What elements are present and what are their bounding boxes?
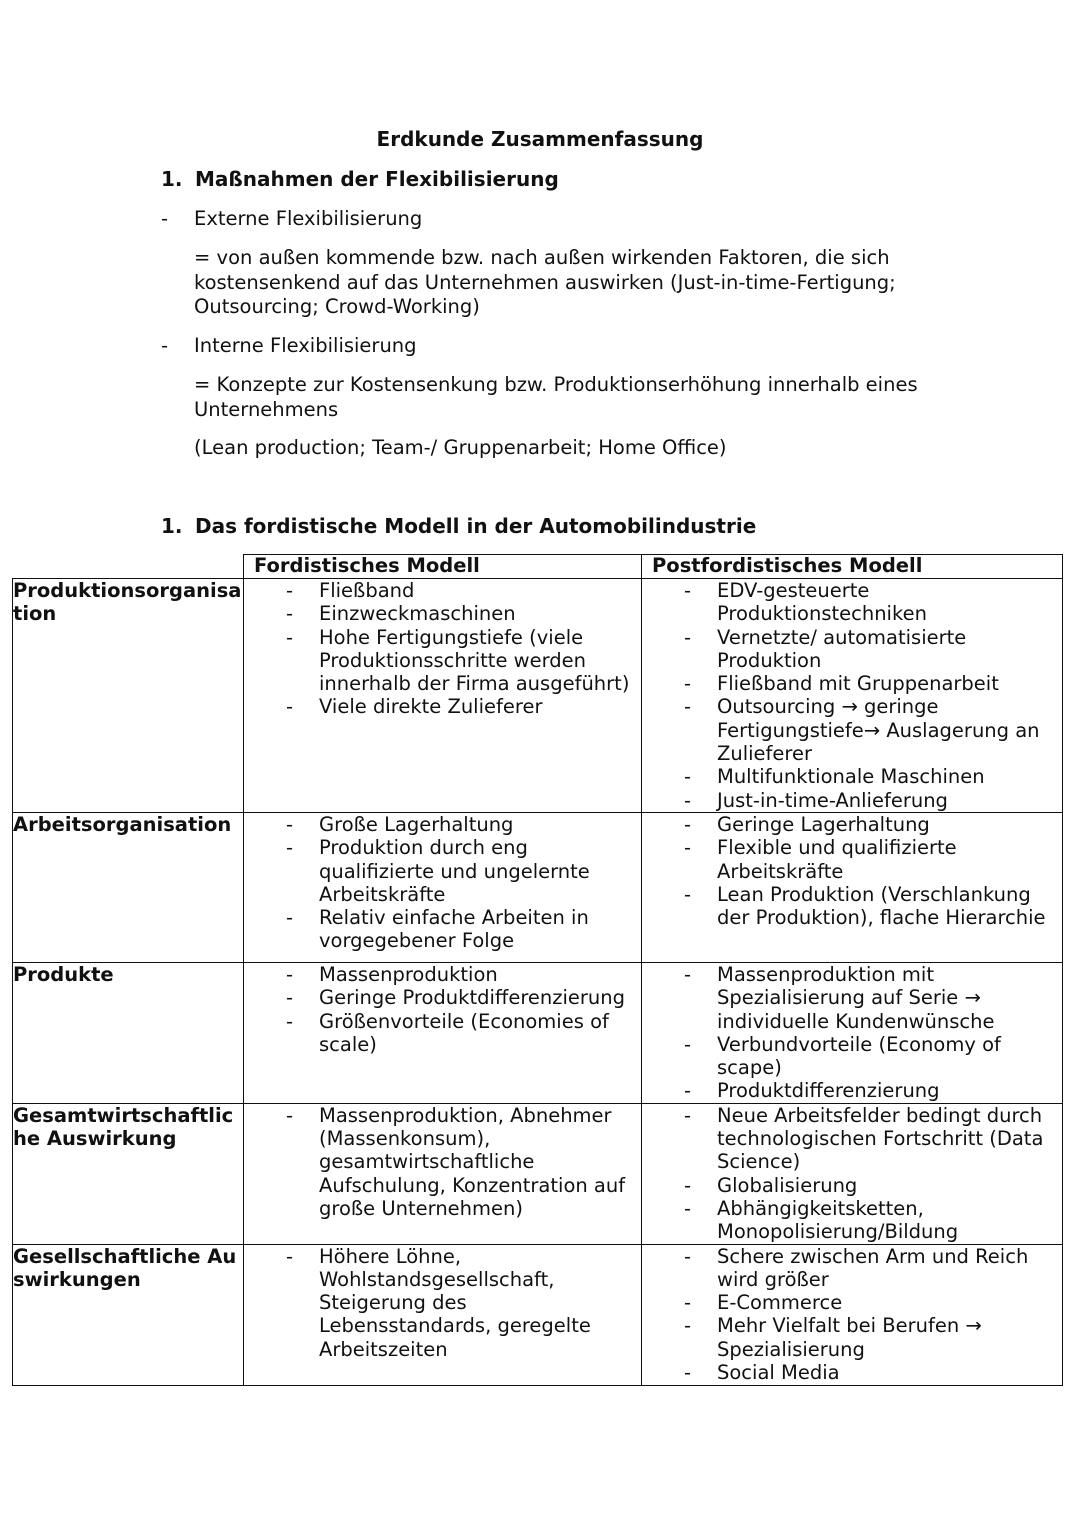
row-label: Arbeitsorganisation [13, 813, 244, 963]
internal-flex-definition: = Konzepte zur Kostensenkung bzw. Produktionserhöhung innerhalb eines Unternehmens [194, 373, 918, 421]
list-item: - Massenproduktion [244, 963, 641, 986]
list-item: - Große Lagerhaltung [244, 813, 641, 836]
table-row [13, 813, 1063, 963]
list-item: - Verbundvorteile (Economy of scape) [642, 1033, 1062, 1080]
list-item: - Produktion durch eng qualifizierte und ungelernte Arbeitskräfte [244, 836, 641, 906]
fordist-cell [244, 963, 642, 1104]
list-item: - Vernetzte/ automatisierte Produktion [642, 626, 1062, 673]
list-item: - Globalisierung [642, 1174, 1062, 1197]
list-item: - Lean Produktion (Verschlankung der Produktion), flache Hierarchie [642, 883, 1062, 930]
list-item: - Massenproduktion, Abnehmer (Massenkonsum), gesamtwirtschaftliche Aufschulung, Konzentration auf große Unternehmen) [244, 1104, 641, 1220]
list-item: - Geringe Lagerhaltung [642, 813, 1062, 836]
table-row [13, 579, 1063, 813]
list-item: - Fließband mit Gruppenarbeit [642, 672, 1062, 695]
section-1-title: Maßnahmen der Flexibilisierung [195, 167, 559, 191]
list-item: - Relativ einfache Arbeiten in vorgegebener Folge [244, 906, 641, 953]
list-item: - Mehr Vielfalt bei Berufen → Spezialisierung [642, 1314, 1062, 1361]
table-row [13, 1103, 1063, 1244]
internal-flex-label: Interne Flexibilisierung [194, 334, 417, 357]
section-1-heading [161, 167, 559, 191]
dash-bullet: - [161, 334, 169, 357]
fordist-cell [244, 579, 642, 813]
list-item: - Fließband [244, 579, 641, 602]
table-header-row [13, 555, 1063, 579]
list-item: - Social Media [642, 1361, 1062, 1384]
postfordist-cell [642, 1103, 1063, 1244]
list-item: - Einzweckmaschinen [244, 602, 641, 625]
list-item: - Abhängigkeitsketten, Monopolisierung/Bildung [642, 1197, 1062, 1244]
list-item: - Neue Arbeitsfelder bedingt durch technologischen Fortschritt (Data Science) [642, 1104, 1062, 1174]
comparison-table [12, 554, 1063, 1386]
postfordist-cell [642, 579, 1063, 813]
list-item: - Viele direkte Zulieferer [244, 695, 641, 718]
list-item: - Flexible und qualifizierte Arbeitskräfte [642, 836, 1062, 883]
section-1-number: 1. [161, 167, 183, 191]
row-label: Produktionsorganisation [13, 579, 244, 813]
table-row [13, 1244, 1063, 1385]
fordist-cell [244, 813, 642, 963]
list-item: - Massenproduktion mit Spezialisierung auf Serie → individuelle Kundenwünsche [642, 963, 1062, 1033]
list-item: - Outsourcing → geringe Fertigungstiefe→ Auslagerung an Zulieferer [642, 695, 1062, 765]
fordist-cell [244, 1103, 642, 1244]
section-2-heading [161, 514, 756, 538]
section-2-title: Das fordistische Modell in der Automobilindustrie [195, 514, 757, 538]
column-header-postfordist: Postfordistisches Modell [642, 555, 1063, 579]
list-item: - EDV-gesteuerte Produktionstechniken [642, 579, 1062, 626]
column-header-fordist: Fordistisches Modell [244, 555, 642, 579]
external-flex-label: Externe Flexibilisierung [194, 207, 423, 230]
list-item: - E-Commerce [642, 1291, 1062, 1314]
row-label: Gesamtwirtschaftliche Auswirkung [13, 1103, 244, 1244]
list-item: - Höhere Löhne, Wohlstandsgesellschaft, Steigerung des Lebensstandards, geregelte Arbeitszeiten [244, 1245, 641, 1361]
row-label: Gesellschaftliche Auswirkungen [13, 1244, 244, 1385]
list-item: - Größenvorteile (Economies of scale) [244, 1010, 641, 1057]
document-title: Erdkunde Zusammenfassung [376, 127, 704, 151]
postfordist-cell [642, 1244, 1063, 1385]
fordist-cell [244, 1244, 642, 1385]
list-item: - Geringe Produktdifferenzierung [244, 986, 641, 1009]
table-corner-cell [13, 555, 244, 579]
list-item: - Schere zwischen Arm und Reich wird größer [642, 1245, 1062, 1292]
list-item: - Just-in-time-Anlieferung [642, 789, 1062, 812]
list-item: - Hohe Fertigungstiefe (viele Produktionsschritte werden innerhalb der Firma ausgeführt) [244, 626, 641, 696]
list-item: - Multifunktionale Maschinen [642, 765, 1062, 788]
list-item: - Produktdifferenzierung [642, 1079, 1062, 1102]
internal-flex-examples: (Lean production; Team-/ Gruppenarbeit; Home Office) [194, 436, 727, 459]
dash-bullet: - [161, 207, 169, 230]
row-label: Produkte [13, 963, 244, 1104]
section-2-number: 1. [161, 514, 183, 538]
table-row [13, 963, 1063, 1104]
external-flex-definition: = von außen kommende bzw. nach außen wirkenden Faktoren, die sich kostensenkend auf das Unternehmen auswirken (Just-in-time-Fertigung; Outsourcing; Crowd-Working) [194, 246, 896, 318]
postfordist-cell [642, 813, 1063, 963]
postfordist-cell [642, 963, 1063, 1104]
